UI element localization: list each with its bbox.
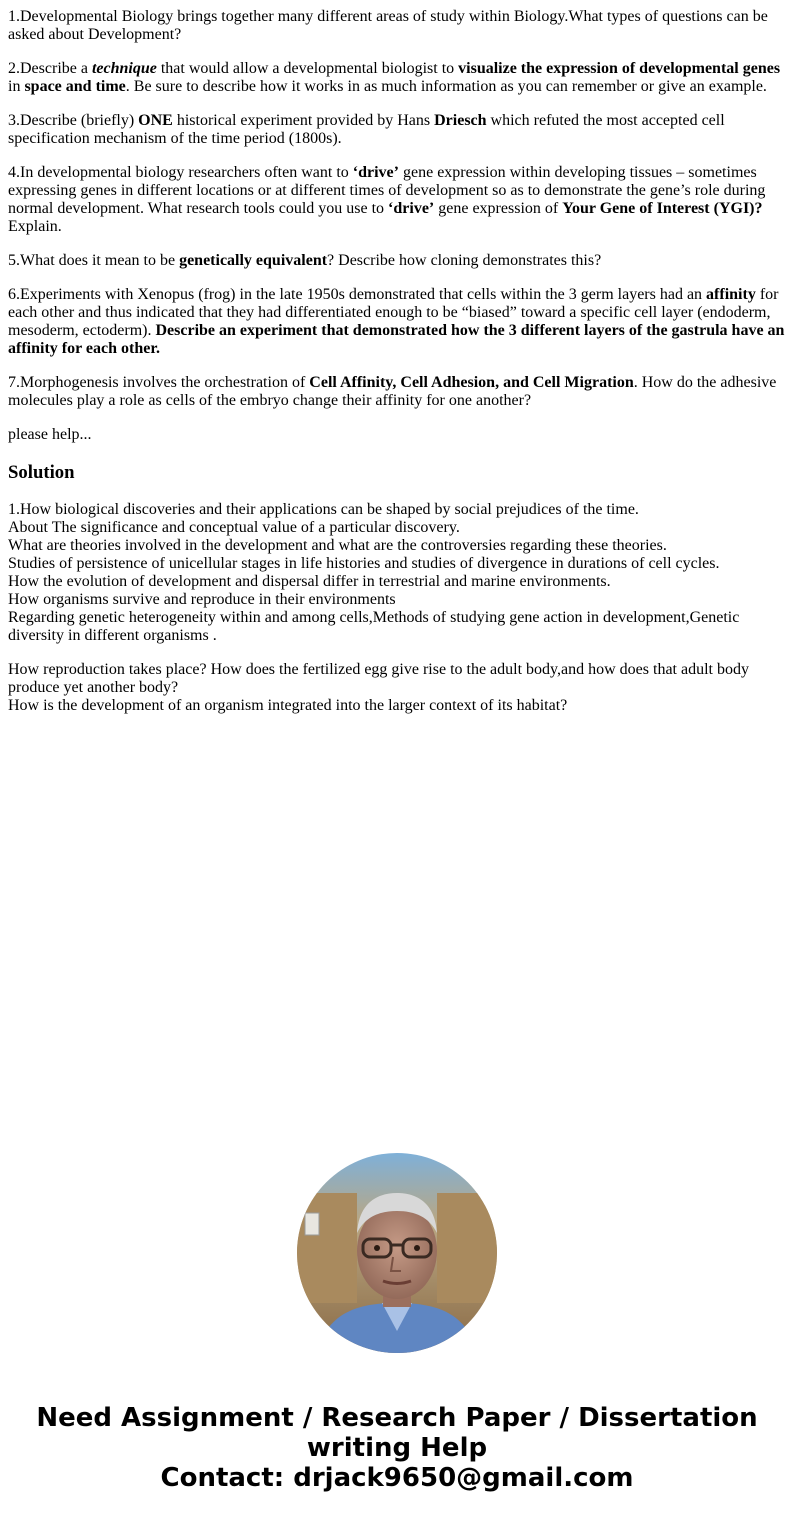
question-list xyxy=(8,8,786,444)
question-text-run: Cell Affinity, Cell Adhesion, and Cell Migration xyxy=(309,374,634,391)
footer-line-2: writing Help xyxy=(306,1433,488,1463)
question-text-run: please help... xyxy=(8,426,92,443)
author-avatar xyxy=(297,1153,497,1353)
solution-line: About The significance and conceptual value of a particular discovery. xyxy=(8,519,460,536)
question-text-run: Describe an experiment that demonstrated how the 3 different layers of the gastrula have an affinity for each other. xyxy=(8,322,785,357)
solution-line: How is the development of an organism integrated into the larger context of its habitat? xyxy=(8,697,568,714)
question-text-run: Your Gene of Interest (YGI)? xyxy=(562,200,763,217)
question-text-run: 7.Morphogenesis involves the orchestration of xyxy=(8,374,310,391)
question-paragraph xyxy=(8,164,786,236)
solution-paragraph xyxy=(8,661,786,715)
question-text-run: gene expression within developing tissues – sometimes expressing genes in different locations or at different times of development so as to demonstrate the gene’s role during normal development. What research tools could you use to xyxy=(8,164,766,217)
question-text-run: space and time xyxy=(24,78,126,95)
footer-line-1: Need Assignment / Research Paper / Dissertation xyxy=(36,1403,758,1433)
solution-line: 1.How biological discoveries and their applications can be shaped by social prejudices of the time. xyxy=(8,501,639,518)
question-text-run: . Be sure to describe how it works in as much information as you can remember or give an example. xyxy=(125,78,767,95)
question-text-run: that would allow a developmental biologist to xyxy=(156,60,459,77)
solution-line: How the evolution of development and dispersal differ in terrestrial and marine environments. xyxy=(8,573,611,590)
solution-line: How organisms survive and reproduce in their environments xyxy=(8,591,396,608)
question-text-run: 6.Experiments with Xenopus (frog) in the late 1950s demonstrated that cells within the 3 germ layers had an xyxy=(8,286,707,303)
question-text-run: affinity xyxy=(706,286,756,303)
question-text-run: genetically equivalent xyxy=(179,252,328,269)
question-paragraph xyxy=(8,60,786,96)
author-photo-icon xyxy=(297,1153,497,1353)
question-text-run: ‘drive’ xyxy=(388,200,435,217)
solution-heading: Solution xyxy=(8,462,75,483)
question-text-run: 4.In developmental biology researchers often want to xyxy=(8,164,353,181)
solution-body xyxy=(8,501,786,715)
question-text-run: technique xyxy=(91,60,157,77)
question-text-run: visualize the expression of developmental genes xyxy=(458,60,781,77)
question-text-run: ‘drive’ xyxy=(352,164,399,181)
footer-contact xyxy=(0,1403,794,1493)
solution-line: Regarding genetic heterogeneity within and among cells,Methods of studying gene action in development,Genetic diversity in different organisms . xyxy=(8,609,740,644)
question-text-run: ONE xyxy=(138,112,173,129)
question-text-run: . How do the adhesive molecules play a role as cells of the embryo change their affinity for one another? xyxy=(8,374,777,409)
solution-line: How reproduction takes place? How does the fertilized egg give rise to the adult body,and how does that adult body produce yet another body? xyxy=(8,661,749,696)
solution-line: Studies of persistence of unicellular stages in life histories and studies of divergence in durations of cell cycles. xyxy=(8,555,720,572)
question-paragraph xyxy=(8,286,786,358)
question-paragraph xyxy=(8,252,786,270)
question-text-run: 5.What does it mean to be xyxy=(8,252,180,269)
question-text-run: gene expression of xyxy=(434,200,563,217)
question-text-run: 1.Developmental Biology brings together many different areas of study within Biology.What types of questions can be asked about Development? xyxy=(8,8,768,43)
question-paragraph xyxy=(8,426,786,444)
question-text-run: historical experiment provided by Hans xyxy=(172,112,435,129)
question-text-run: which refuted the most accepted cell specification mechanism of the time period (1800s). xyxy=(8,112,725,147)
question-text-run: Explain. xyxy=(8,218,62,235)
question-text-run: Driesch xyxy=(434,112,487,129)
question-text-run: for each other and thus indicated that they had differentiated enough to be “biased” toward a specific cell layer (endoderm, mesoderm, ectoderm). xyxy=(8,286,779,339)
footer-line-3: Contact: drjack9650@gmail.com xyxy=(160,1463,634,1493)
question-text-run: 2.Describe a xyxy=(8,60,92,77)
question-text-run: ? Describe how cloning demonstrates this? xyxy=(327,252,602,269)
solution-paragraph xyxy=(8,501,786,645)
question-paragraph xyxy=(8,112,786,148)
question-text-run: in xyxy=(8,78,25,95)
solution-line: What are theories involved in the development and what are the controversies regarding these theories. xyxy=(8,537,667,554)
question-paragraph xyxy=(8,8,786,44)
question-text-run: 3.Describe (briefly) xyxy=(8,112,139,129)
question-paragraph xyxy=(8,374,786,410)
document-content xyxy=(8,8,786,731)
